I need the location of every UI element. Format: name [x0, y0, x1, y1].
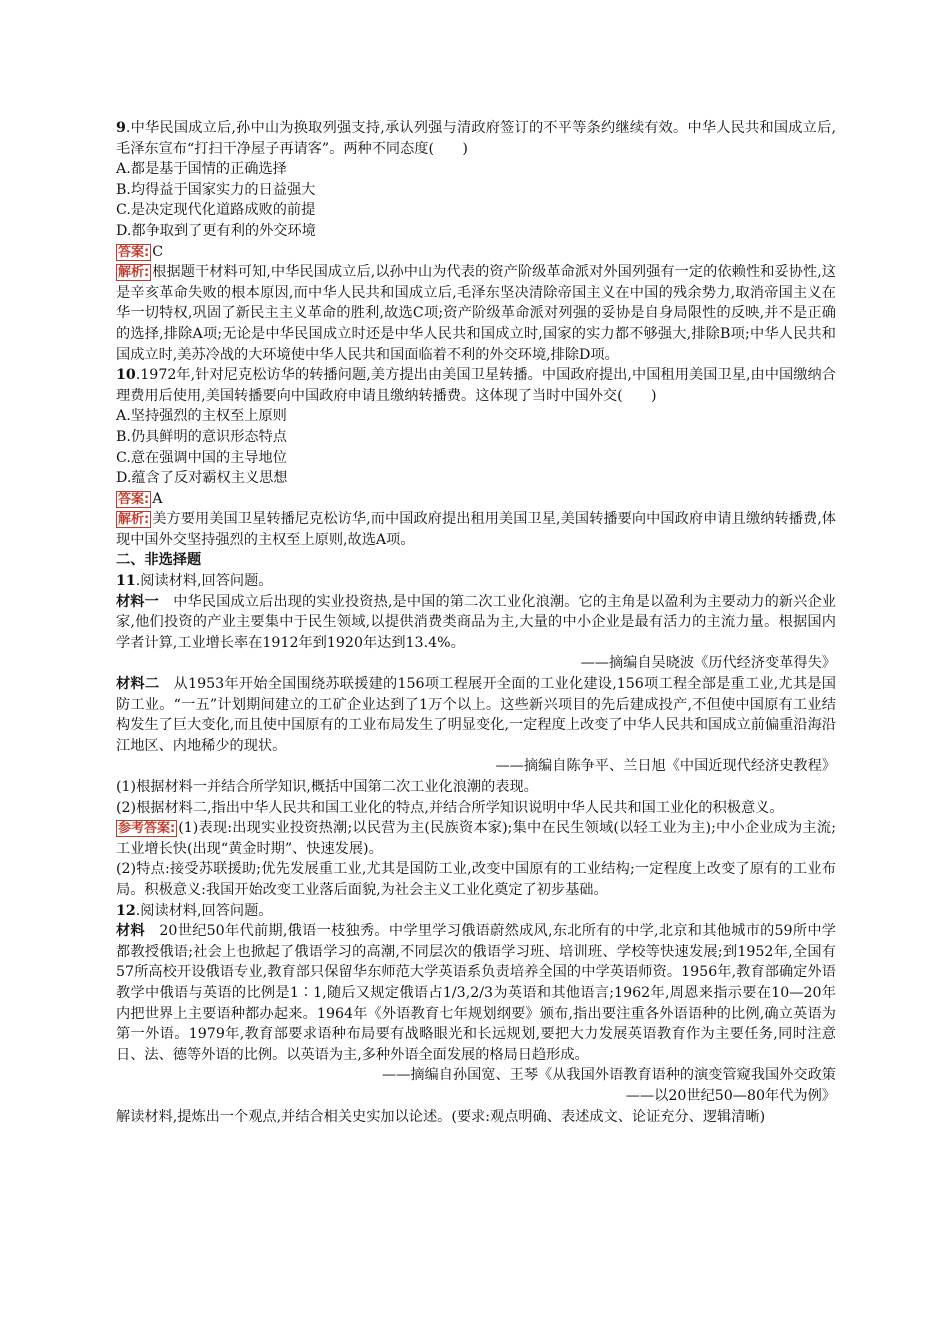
analysis-text: 根据题干材料可知,中华民国成立后,以孙中山为代表的资产阶级革命派对外国列强有一定的依赖性和妥协性,这是辛亥革命失败的根本原因,而中华人民共和国成立后,毛泽东坚决清除帝国主义在中国的残余势力,取消帝国主义在华一切特权,巩固了新民主主义革命的胜利,故选C项;资产阶级革命派对列强的妥协是自身局限性的反映,并不是正确的选择,排除A项;无论是中华民国成立时还是中华人民共和国成立时,国家的实力都不够强大,排除B项;中华人民共和国成立时,美苏冷战的大环境使中华人民共和国面临着不利的外交环境,排除D项。 [116, 264, 836, 363]
reference-answer-1 [116, 818, 836, 859]
sub-question-2: (2)根据材料二,指出中华人民共和国工业化的特点,并结合所学知识说明中华人民共和国工业化的积极意义。 [116, 799, 784, 816]
analysis-tag: 解析: [118, 512, 150, 528]
reference-answer-text: (1)表现:出现实业投资热潮;以民营为主(民族资本家);集中在民生领域(以轻工业为主);中小企业成为主流;工业增长快(出现“黄金时期”、快速发展)。 [116, 820, 836, 857]
question-10-stem [116, 365, 836, 406]
material-source: ——摘编自吴晓波《历代经济变革得失》 [580, 655, 836, 672]
option-b: B.均得益于国家实力的日益强大 [116, 181, 316, 198]
material-source-continued: ——以20世纪50—80年代为例》 [625, 1087, 836, 1104]
material-one [116, 592, 836, 654]
question-number: 9 [116, 120, 126, 136]
answer-line [116, 489, 836, 510]
option-a: A.都是基于国情的正确选择 [116, 161, 287, 178]
material-text: 从1953年开始全国围绕苏联援建的156项工程展开全面的工业化建设,156项工程全部是重工业,尤其是国防工业。“一五”计划期间建立的工矿企业达到了1万个以上。这些新兴项目的先后建成投产,不但使中国原有工业结构发生了巨大变化,而且使中国原有的工业布局发生了明显变化,一定程度上改变了中华人民共和国成立前偏重沿海沿江地区、内地稀少的现状。 [116, 676, 836, 754]
question-text: .1972年,针对尼克松访华的转播问题,美方提出由美国卫星转播。中国政府提出,中国租用美国卫星,由中国缴纳合理费用后使用,美国转播要向中国政府申请且缴纳转播费。这体现了当时中国外交( ) [116, 367, 836, 404]
material-text: 20世纪50年代前期,俄语一枝独秀。中学里学习俄语蔚然成风,东北所有的中学,北京和其他城市的59所中学都教授俄语;社会上也掀起了俄语学习的高潮,不同层次的俄语学习班、培训班、学校等快速发展;到1952年,全国有57所高校开设俄语专业,教育部只保留华东师范大学英语系负责培养全国的中学英语师资。1956年,教育部确定外语教学中俄语与英语的比例是1∶1,随后又规定俄语占1/3,2/3为英语和其他语言;1962年,周恩来指示要在10—20年内把世界上主要语种都办起来。1964年《外语教育七年规划纲要》颁布,指出要注重各外语语种的比例,确立英语为第一外语。1979年,教育部要求语种布局要有战略眼光和长远规划,要把大力发展英语教育作为主要任务,同时注意日、法、德等外语的比例。以英语为主,多种外语全面发展的格局日趋形成。 [116, 923, 836, 1063]
analysis [116, 262, 836, 365]
answer-tag: 答案: [118, 491, 150, 507]
question-11-stem [116, 571, 836, 592]
document-body [116, 118, 836, 1127]
material-label: 材料 [116, 923, 145, 940]
question-number: 11 [116, 573, 136, 590]
material-source: ——摘编自陈争平、兰日旭《中国近现代经济史教程》 [495, 758, 836, 775]
question-number: 10 [116, 367, 136, 384]
question-9-stem [116, 118, 836, 159]
question-text: .阅读材料,回答问题。 [135, 573, 273, 590]
question-text: .中华民国成立后,孙中山为换取列强支持,承认列强与清政府签订的不平等条约继续有效。中华人民共和国成立后,毛泽东宣布“打扫干净屋子再请客”。两种不同态度( ) [116, 120, 836, 157]
option-d: D.蕴含了反对霸权主义思想 [116, 470, 288, 487]
material [116, 921, 836, 1065]
reference-answer-2: (2)特点:接受苏联援助;优先发展重工业,尤其是国防工业,改变中国原有的工业结构;一定程度上改变了原有的工业布局。积极意义:我国开始改变工业落后面貌,为社会主义工业化奠定了初步基础。 [116, 861, 836, 898]
material-source: ——摘编自孙国宽、王琴《从我国外语教育语种的演变管窥我国外交政策 [381, 1067, 836, 1084]
answer-value: C [152, 243, 164, 260]
sub-question-1: (1)根据材料一并结合所学知识,概括中国第二次工业化浪潮的表现。 [116, 779, 538, 795]
material-two [116, 674, 836, 756]
material-label: 材料二 [116, 676, 160, 693]
analysis-text: 美方要用美国卫星转播尼克松访华,而中国政府提出租用美国卫星,美国转播要向中国政府申请且缴纳转播费,体现中国外交坚持强烈的主权至上原则,故选A项。 [116, 511, 836, 548]
reference-answer-tag: 参考答案: [118, 821, 176, 837]
answer-value: A [152, 490, 163, 507]
section-heading: 二、非选择题 [116, 552, 202, 569]
material-text: 中华民国成立后出现的实业投资热,是中国的第二次工业化浪潮。它的主角是以盈利为主要动力的新兴企业家,他们投资的产业主要集中于民生领域,以提供消费类商品为主,大量的中小企业是最有活力的主流力量。根据国内学者计算,工业增长率在1912年到1920年达到13.4%。 [116, 593, 836, 651]
task-requirement: 解读材料,提炼出一个观点,并结合相关史实加以论述。(要求:观点明确、表述成文、论证充分、逻辑清晰) [116, 1108, 766, 1125]
question-12-stem [116, 901, 836, 922]
option-d: D.都争取到了更有利的外交环境 [116, 222, 316, 239]
analysis [116, 509, 836, 550]
option-a: A.坚持强烈的主权至上原则 [116, 408, 287, 425]
analysis-tag: 解析: [118, 265, 150, 281]
option-b: B.仍具鲜明的意识形态特点 [116, 428, 287, 445]
option-c: C.意在强调中国的主导地位 [116, 449, 287, 466]
answer-line [116, 242, 836, 263]
option-c: C.是决定现代化道路成败的前提 [116, 202, 316, 219]
material-label: 材料一 [116, 593, 159, 610]
answer-tag: 答案: [118, 244, 150, 260]
question-number: 12 [116, 902, 136, 919]
question-text: .阅读材料,回答问题。 [135, 902, 273, 919]
